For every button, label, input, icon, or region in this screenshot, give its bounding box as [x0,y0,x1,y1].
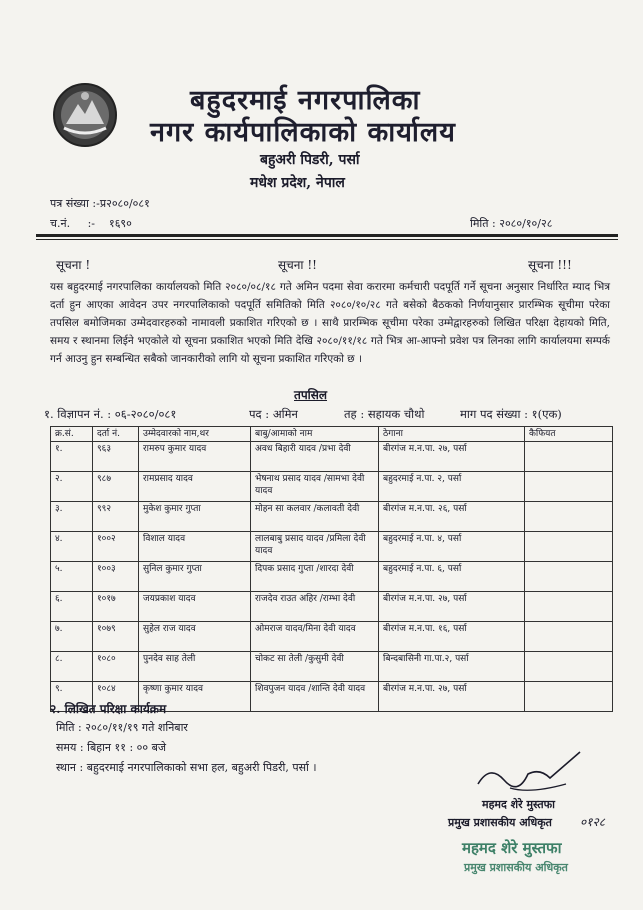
cell-name: रामरुप कुमार यादव [139,442,251,472]
table-row [51,532,613,562]
cell-reg: १०७९ [93,622,139,652]
exam-time: समय : बिहान ११ : ०० बजे [56,741,167,754]
office-name: नगर कार्यपालिकाको कार्यालय [150,117,456,148]
cell-remarks [525,652,613,682]
advert-post: पद : अमिन [249,407,298,421]
cell-reg: ९९२ [93,502,139,532]
address-line-2: मधेश प्रदेश, नेपाल [250,175,345,191]
cell-address: बीरगंज म.न.पा. १६, पर्सा [379,622,525,652]
cell-address: बहुदरमाई न.पा. ६, पर्सा [379,562,525,592]
col-header-name: उम्मेदवारको नाम,थर [139,427,251,442]
cell-remarks [525,502,613,532]
signature-date: ०१२८ [580,815,605,829]
cell-sn: ३. [51,502,93,532]
cell-sn: २. [51,472,93,502]
signatory-post: प्रमुख प्रशासकीय अधिकृत [448,816,552,829]
letter-date: मिति : २०८०/१०/२८ [470,217,553,230]
cell-reg: १००३ [93,562,139,592]
cell-address: बीरगंज म.न.पा. २७, पर्सा [379,442,525,472]
cell-parents: ओमराज यादव/मिना देवी यादव [251,622,379,652]
cell-parents: शिवपुजन यादव /शान्ति देवी यादव [251,682,379,712]
table-header-row [51,427,613,442]
cell-reg: १०८४ [93,682,139,712]
table-row [51,622,613,652]
cell-sn: १. [51,442,93,472]
cell-reg: १००२ [93,532,139,562]
cell-remarks [525,622,613,652]
header-divider-thin [36,239,618,240]
col-header-sn: क्र.सं. [51,427,93,442]
cell-address: बीरगंज म.न.पा. २७, पर्सा [379,682,525,712]
cell-address: बीरगंज म.न.पा. २६, पर्सा [379,502,525,532]
cell-sn: ८. [51,652,93,682]
candidate-table [50,426,613,712]
cell-sn: ४. [51,532,93,562]
cell-name: सुनिल कुमार गुप्ता [139,562,251,592]
government-emblem-icon [52,82,118,148]
dispatch-number: च.नं. :- १६९० [50,217,132,230]
cell-address: बीरगंज म.न.पा. २७, पर्सा [379,592,525,622]
signatory-name: महमद शेरे मुस्तफा [482,798,555,811]
cell-name: सुहेल राज यादव [139,622,251,652]
cell-name: विशाल यादव [139,532,251,562]
cell-remarks [525,682,613,712]
table-row [51,562,613,592]
cell-remarks [525,592,613,622]
letter-number: पत्र संख्या :-प्र२०८०/०८१ [50,197,150,210]
cell-parents: राजदेव राउत अहिर /राम्भा देवी [251,592,379,622]
cell-parents: दिपक प्रसाद गुप्ता /शारदा देवी [251,562,379,592]
address-line-1: बहुअरी पिडरी, पर्सा [260,152,360,168]
exam-schedule-heading: २. लिखित परिक्षा कार्यक्रम [50,702,167,716]
notice-label-left: सूचना ! [56,258,91,272]
cell-address: बहुदरमाई न.पा. ४, पर्सा [379,532,525,562]
cell-parents: चोकट सा तेली /कुसुमी देवी [251,652,379,682]
cell-parents: लालबाबु प्रसाद यादव /प्रमिला देवी यादव [251,532,379,562]
notice-label-center: सूचना !! [278,258,317,272]
cell-reg: १०१७ [93,592,139,622]
cell-name: रामप्रसाद यादव [139,472,251,502]
advert-level: तह : सहायक चौथो [344,407,425,421]
exam-date: मिति : २०८०/११/१९ गते शनिबार [56,721,188,734]
notice-paragraph: यस बहुदरमाई नगरपालिका कार्यालयको मिति २०८०/०८/१८ गते अमिन पदमा सेवा करारमा कर्मचारी पदपूर्ति गर्ने सूचना अनुसार निर्धारित म्याद भित्र दर्ता हुन आएका आवेदन उपर नगरपालिकाको पदपूर्ति समितिको मिति २०८०/१०/२८ गते बसेको बैठकको निर्णयानुसार प्रारम्भिक सूचीमा परेका तपसिल बमोजिमका उम्मेदवारहरुको नामावली प्रकाशित गरिएको छ । साथै प्रारम्भिक सूचीमा परेका उम्मेद्वारहरुको लिखित परिक्षा देहायको मिति, समय र स्थानमा लिईने भएकोले यो सूचना प्रकाशित भएको मिति देखि २०८०/११/१८ गते भित्र आ-आफ्नो प्रवेश पत्र लिनका लागि कार्यालयमा सम्पर्क गर्न आउनु हुन सम्बन्धित सबैको जानकारीको लागि यो सूचना प्रकाशित गरिएको छ । [50,281,610,365]
header-divider-thick [36,234,618,237]
cell-parents: अवध बिहारी यादव /प्रभा देवी [251,442,379,472]
cell-reg: ९८७ [93,472,139,502]
stamp-name: महमद शेरे मुस्तफा [462,839,562,857]
col-header-remarks: कैफियत [525,427,613,442]
cell-parents: भेषनाथ प्रसाद यादव /सामभा देवी यादव [251,472,379,502]
col-header-reg: दर्ता नं. [93,427,139,442]
advert-demand: माग पद संख्या : १(एक) [460,407,562,421]
details-heading: तपसिल [294,388,328,402]
table-row [51,442,613,472]
advert-number: १. विज्ञापन नं. : ०६-२०८०/०८१ [44,407,177,421]
col-header-parents: बाबु/आमाको नाम [251,427,379,442]
cell-name: जयप्रकाश यादव [139,592,251,622]
table-row [51,502,613,532]
cell-name: पुनदेव साह तेली [139,652,251,682]
notice-label-right: सूचना !!! [528,258,572,272]
signature-scribble-icon [470,744,590,800]
col-header-address: ठेगाना [379,427,525,442]
cell-parents: मोहन सा कलवार /कलावती देवी [251,502,379,532]
cell-address: बिन्दबासिनी गा.पा.२, पर्सा [379,652,525,682]
table-row [51,472,613,502]
cell-remarks [525,442,613,472]
cell-name: कृष्णा कुमार यादव [139,682,251,712]
cell-sn: ६. [51,592,93,622]
org-name: बहुदरमाई नगरपालिका [190,85,421,116]
cell-remarks [525,472,613,502]
cell-remarks [525,532,613,562]
cell-remarks [525,562,613,592]
cell-address: बहुदरमाई न.पा. २, पर्सा [379,472,525,502]
cell-reg: १०८० [93,652,139,682]
cell-sn: ७. [51,622,93,652]
cell-sn: ९. [51,682,93,712]
cell-sn: ५. [51,562,93,592]
stamp-post: प्रमुख प्रशासकीय अधिकृत [464,861,568,874]
cell-reg: ९६३ [93,442,139,472]
exam-venue: स्थान : बहुदरमाई नगरपालिकाको सभा हल, बहुअरी पिडरी, पर्सा । [56,761,317,774]
table-row [51,652,613,682]
table-row [51,592,613,622]
cell-name: मुकेश कुमार गुप्ता [139,502,251,532]
